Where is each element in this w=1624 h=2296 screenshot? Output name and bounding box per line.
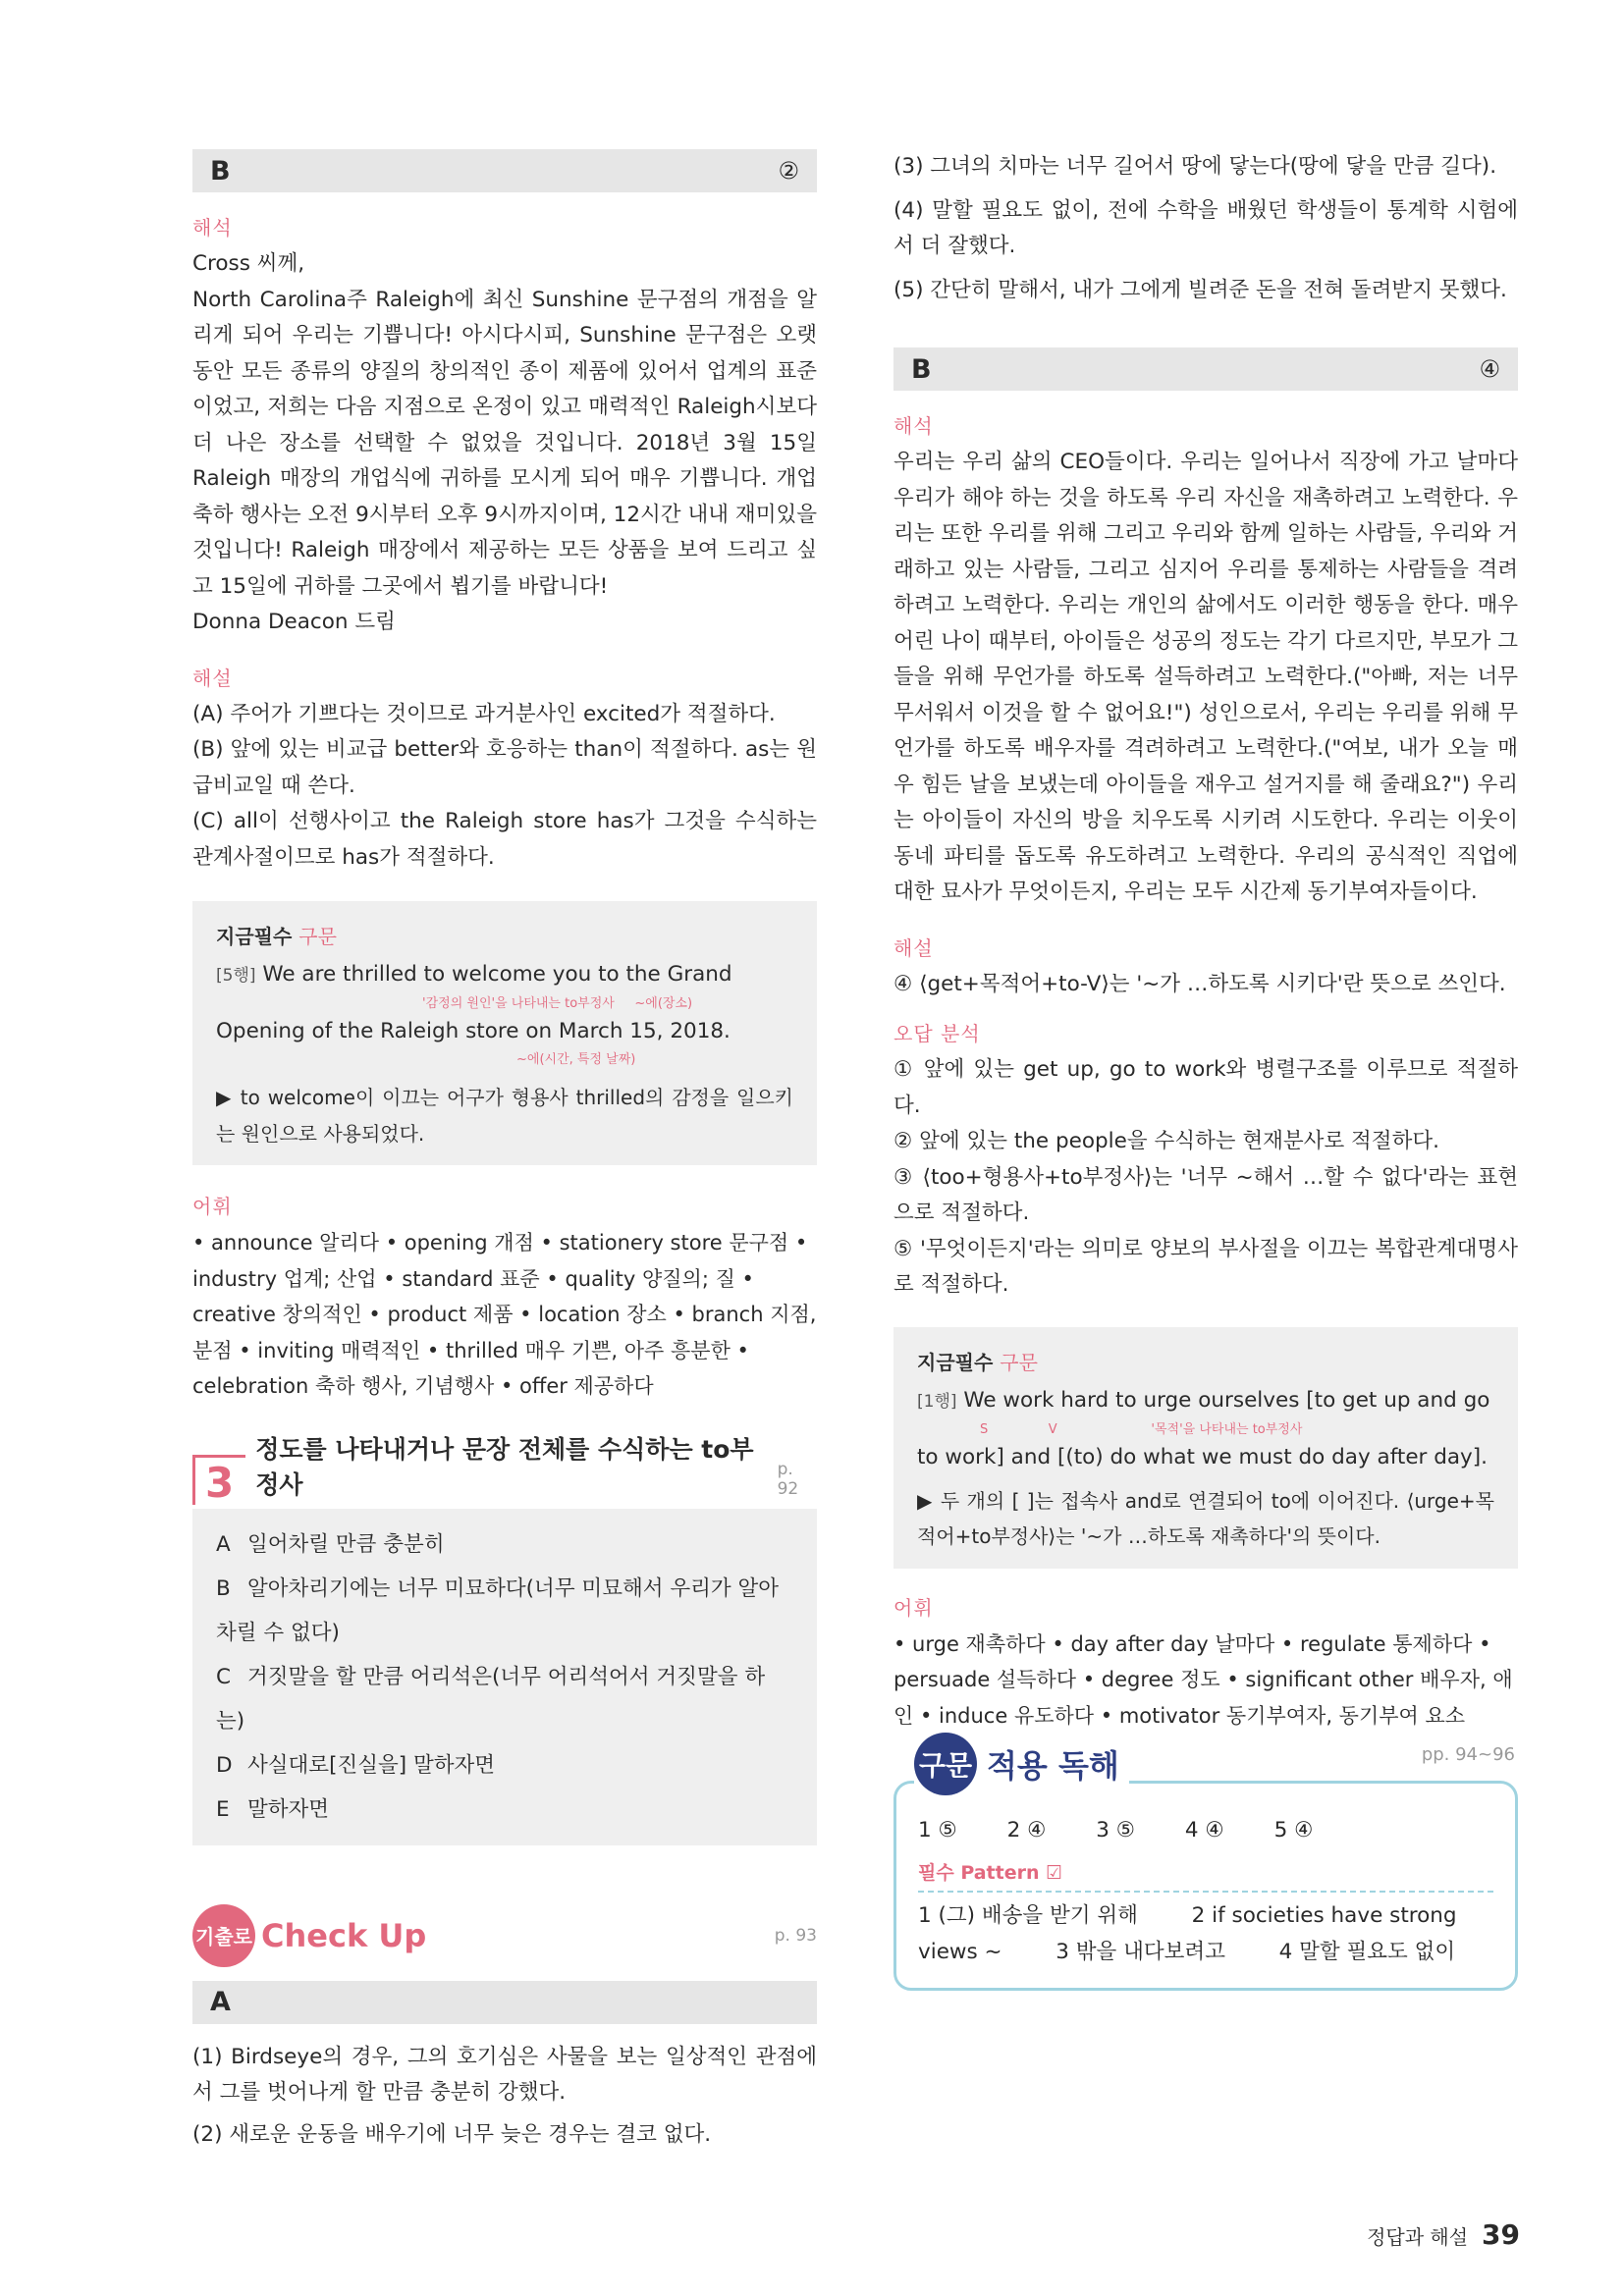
app-header (914, 1733, 1129, 1795)
explanation-text (192, 697, 817, 877)
answer-item: 1 ⑤ (918, 1818, 957, 1842)
answer-item: 4 ④ (1184, 1818, 1224, 1842)
answer-number: ② (778, 157, 799, 185)
page-number: 39 (1482, 2218, 1520, 2251)
section-3-header (192, 1430, 817, 1505)
item-text: 말하자면 (247, 1796, 330, 1822)
top-item-4: (4) 말할 필요도 없이, 전에 수학을 배웠던 학생들이 통계학 시험에서 더 잘했다. (893, 197, 1518, 258)
answer-item: 3 ⑤ (1096, 1818, 1136, 1842)
checkup-badge: 기출로 (192, 1904, 255, 1967)
section-letter: B (210, 155, 231, 187)
top-item-5: (5) 간단히 말해서, 내가 그에게 빌려준 돈을 전혀 돌려받지 못했다. (893, 277, 1507, 302)
vocab-label: 어휘 (192, 1195, 233, 1218)
sentence-line-2: Opening of the Raleigh store on March 15, 2018. (216, 1019, 731, 1043)
app-pages: pp. 94~96 (1421, 1744, 1515, 1765)
translation-text (192, 246, 817, 641)
section-letter: A (210, 1987, 231, 2017)
grammar-comment: ▶ to welcome이 이끄는 어구가 형용사 thrilled의 감정을 일으키는 원인으로 사용되었다. (216, 1086, 793, 1146)
pattern-line-1: 1 (그) 배송을 받기 위해 2 if societies have strong (918, 1903, 1457, 1928)
checkup-a-header (192, 1981, 817, 2024)
grammar-box-title (216, 921, 793, 949)
note-s: S (980, 1421, 989, 1437)
item-key: D (216, 1752, 233, 1778)
item-text: 거짓말을 할 만큼 어리석은(너무 어리석어서 거짓말을 하는) (216, 1664, 766, 1734)
sentence-line-2: to work] and [(to) do what we must do day after day]. (917, 1444, 1488, 1469)
item-text: 알아차리기에는 너무 미묘하다(너무 미묘해서 우리가 알아차릴 수 없다) (216, 1575, 780, 1645)
check-icon: ☑ (1046, 1862, 1063, 1884)
left-column (192, 149, 817, 2153)
section-3-list (192, 1509, 817, 1845)
sentence-line-1: We are thrilled to welcome you to the Grand (262, 962, 732, 987)
explanation-b: (B) 앞에 있는 비교급 better와 호응하는 than이 적절하다. as는 원급비교일 때 쓴다. (192, 737, 817, 798)
odap-item: ⑤ '무엇이든지'라는 의미로 양보의 부사절을 이끄는 복합관계대명사로 적절하다. (893, 1236, 1518, 1297)
note-place: ~에(장소) (634, 996, 693, 1011)
grammar-box (893, 1327, 1518, 1569)
grammar-title-b: 구문 (1000, 1350, 1038, 1374)
page-footer (1367, 2218, 1520, 2251)
checkup-items (192, 2040, 817, 2154)
answer-item: 2 ④ (1006, 1818, 1047, 1842)
vocab-text: • urge 재촉하다 • day after day 날마다 • regulate 통제하다 • persuade 설득하다 • degree 정도 • significant other 배우자, 애인 • induce 유도하다 • motivator 동기부여자, 동기부여 요소 (893, 1631, 1513, 1728)
answer-row (918, 1811, 1493, 1850)
list-item (216, 1655, 793, 1743)
right-column (893, 149, 1518, 1991)
greeting: Cross 씨께, (192, 251, 305, 276)
haeseok-label: 해석 (192, 216, 233, 240)
grammar-title-a: 지금필수 (216, 925, 293, 948)
section-b-header (893, 347, 1518, 391)
list-item (216, 1788, 793, 1832)
list-item (216, 1522, 793, 1567)
odap-item: ① 앞에 있는 get up, go to work와 병렬구조를 이루므로 적절하다. (893, 1057, 1518, 1118)
translation-text: 우리는 우리 삶의 CEO들이다. 우리는 일어나서 직장에 가고 날마다 우리가 해야 하는 것을 하도록 우리 자신을 재촉하려고 노력한다. 우리는 또한 우리를 위해 그리고 우리와 함께 일하는 사람들, 우리와 거래하고 있는 사람들, 그리고 심지어 우리를 통제하는 사람들을 격려하려고 노력한다. 우리는 개인의 삶에서도 이러한 행동을 한다. 매우 어린 나이 때부터, 아이들은 성공의 정도는 각기 다르지만, 부모가 그들을 위해 무언가를 하도록 설득하려고 노력한다.("아빠, 저는 너무 무서워서 이것을 할 수 없어요!") 성인으로서, 우리는 우리를 위해 무언가를 하도록 배우자를 격려하려고 노력한다.("여보, 내가 오늘 매우 힘든 날을 보냈는데 아이들을 재우고 설거지를 해 줄래요?") 우리는 아이들이 자신의 방을 치우도록 시키려 시도한다. 우리는 이웃이 동네 파티를 돕도록 유도하려고 노력한다. 우리의 공식적인 직업에 대한 묘사가 무엇이든지, 우리는 모두 시간제 동기부여자들이다. (893, 450, 1518, 904)
note-time: ~에(시간, 특정 날짜) (516, 1052, 636, 1067)
line-tag: [5행] (216, 966, 256, 986)
grammar-box-title (917, 1347, 1494, 1375)
grammar-box (192, 901, 817, 1165)
explanation-c: (C) all이 선행사이고 the Raleigh store has가 그것을 수식하는 관계사절이므로 has가 적절하다. (192, 809, 817, 870)
checkup-page: p. 93 (774, 1925, 817, 1946)
sentence-line-1: We work hard to urge ourselves [to get up and go (963, 1387, 1490, 1413)
grammar-title-a: 지금필수 (917, 1350, 994, 1374)
footer-label: 정답과 해설 (1367, 2225, 1469, 2249)
checkup-header (192, 1904, 817, 1967)
checkup-title: Check Up (261, 1916, 427, 1954)
note-cause: '감정의 원인'을 나타내는 to부정사 (422, 996, 615, 1011)
grammar-comment: ▶ 두 개의 [ ]는 접속사 and로 연결되어 to에 이어진다. ⟨urge+목적어+to부정사⟩는 '~가 …하도록 재촉하다'의 뜻이다. (917, 1488, 1494, 1548)
grammar-title-b: 구문 (298, 925, 337, 948)
app-circle: 구문 (914, 1733, 977, 1795)
top-items (893, 149, 1518, 308)
pattern-text: 필수 Pattern (918, 1862, 1040, 1884)
pattern-line-2: views ~ 3 밖을 내다보려고 4 말할 필요도 없이 (918, 1939, 1456, 1964)
list-item (216, 1567, 793, 1655)
answer-number: ④ (1479, 355, 1500, 383)
app-title: 적용 독해 (987, 1747, 1119, 1785)
line-tag: [1행] (917, 1391, 957, 1412)
note-v: V (1048, 1421, 1057, 1437)
item-text: 일어차릴 만큼 충분히 (247, 1531, 445, 1557)
item-key: E (216, 1796, 230, 1822)
section-letter: B (911, 353, 932, 385)
item-text: 사실대로[진실을] 말하자면 (247, 1752, 496, 1778)
odap-list (893, 1052, 1518, 1304)
section-b-header (192, 149, 817, 192)
vocab-label: 어휘 (893, 1595, 934, 1620)
haeseol-label: 해설 (192, 666, 233, 690)
grammar-sentence (917, 1389, 1494, 1469)
list-item (216, 1743, 793, 1788)
checkup-item-2: (2) 새로운 운동을 배우기에 너무 늦은 경우는 결코 없다. (192, 2121, 712, 2147)
answer-item: 5 ④ (1273, 1818, 1314, 1842)
explanation-a: (A) 주어가 기쁘다는 것이므로 과거분사인 excited가 적절하다. (192, 701, 776, 726)
explanation-text: ④ ⟨get+목적어+to-V⟩는 '~가 …하도록 시키다'란 뜻으로 쓰인다. (893, 971, 1506, 996)
signature: Donna Deacon 드림 (192, 610, 396, 634)
item-key: C (216, 1664, 232, 1689)
pattern-label (918, 1858, 1493, 1893)
checkup-item-1: (1) Birdseye의 경우, 그의 호기심은 사물을 보는 일상적인 관점에서 그를 벗어나게 할 만큼 충분히 강했다. (192, 2044, 817, 2105)
translation-body: North Carolina주 Raleigh에 최신 Sunshine 문구점의 개점을 알리게 되어 우리는 기쁩니다! 아시다시피, Sunshine 문구점은 오랫동안 모든 종류의 양질의 창의적인 종이 제품에 있어서 업계의 표준이었고, 저희는 다음 지점으로 온정이 있고 매력적인 Raleigh시보다 더 나은 장소를 선택할 수 없었을 것입니다. 2018년 3월 15일 Raleigh 매장의 개업식에 귀하를 모시게 되어 매우 기쁩니다. 개업 축하 행사는 오전 9시부터 오후 9시까지이며, 12시간 내내 재미있을 것입니다! Raleigh 매장에서 제공하는 모든 상품을 보여 드리고 싶고 15일에 귀하를 그곳에서 뵙기를 바랍니다! (192, 287, 817, 599)
item-key: A (216, 1531, 231, 1557)
odap-item: ③ ⟨too+형용사+to부정사⟩는 '너무 ~해서 …할 수 없다'라는 표현으로 적절하다. (893, 1164, 1518, 1225)
section-page: p. 92 (777, 1459, 799, 1499)
note-purpose: '목적'을 나타내는 to부정사 (1151, 1421, 1303, 1437)
top-item-3: (3) 그녀의 치마는 너무 길어서 땅에 닿는다(땅에 닿을 만큼 길다). (893, 154, 1497, 179)
vocab-text: • announce 알리다 • opening 개점 • stationery store 문구점 • industry 업계; 산업 • standard 표준 • quality 양질의; 질 • creative 창의적인 • product 제품 • location 장소 • branch 지점, 분점 • inviting 매력적인 • thrilled 매우 기쁜, 아주 흥분한 • celebration 축하 행사, 기념행사 • offer 제공하다 (192, 1231, 817, 1398)
grammar-sentence (216, 963, 793, 1072)
odap-item: ② 앞에 있는 the people을 수식하는 현재분사로 적절하다. (893, 1129, 1439, 1153)
odap-label: 오답 분석 (893, 1022, 981, 1045)
haeseol-label: 해설 (893, 935, 934, 960)
haeseok-label: 해석 (893, 414, 934, 438)
section-number: 3 (192, 1455, 245, 1505)
item-key: B (216, 1575, 231, 1601)
application-reading-box (893, 1744, 1518, 1991)
section-title: 정도를 나타내거나 문장 전체를 수식하는 to부정사 (255, 1434, 754, 1499)
